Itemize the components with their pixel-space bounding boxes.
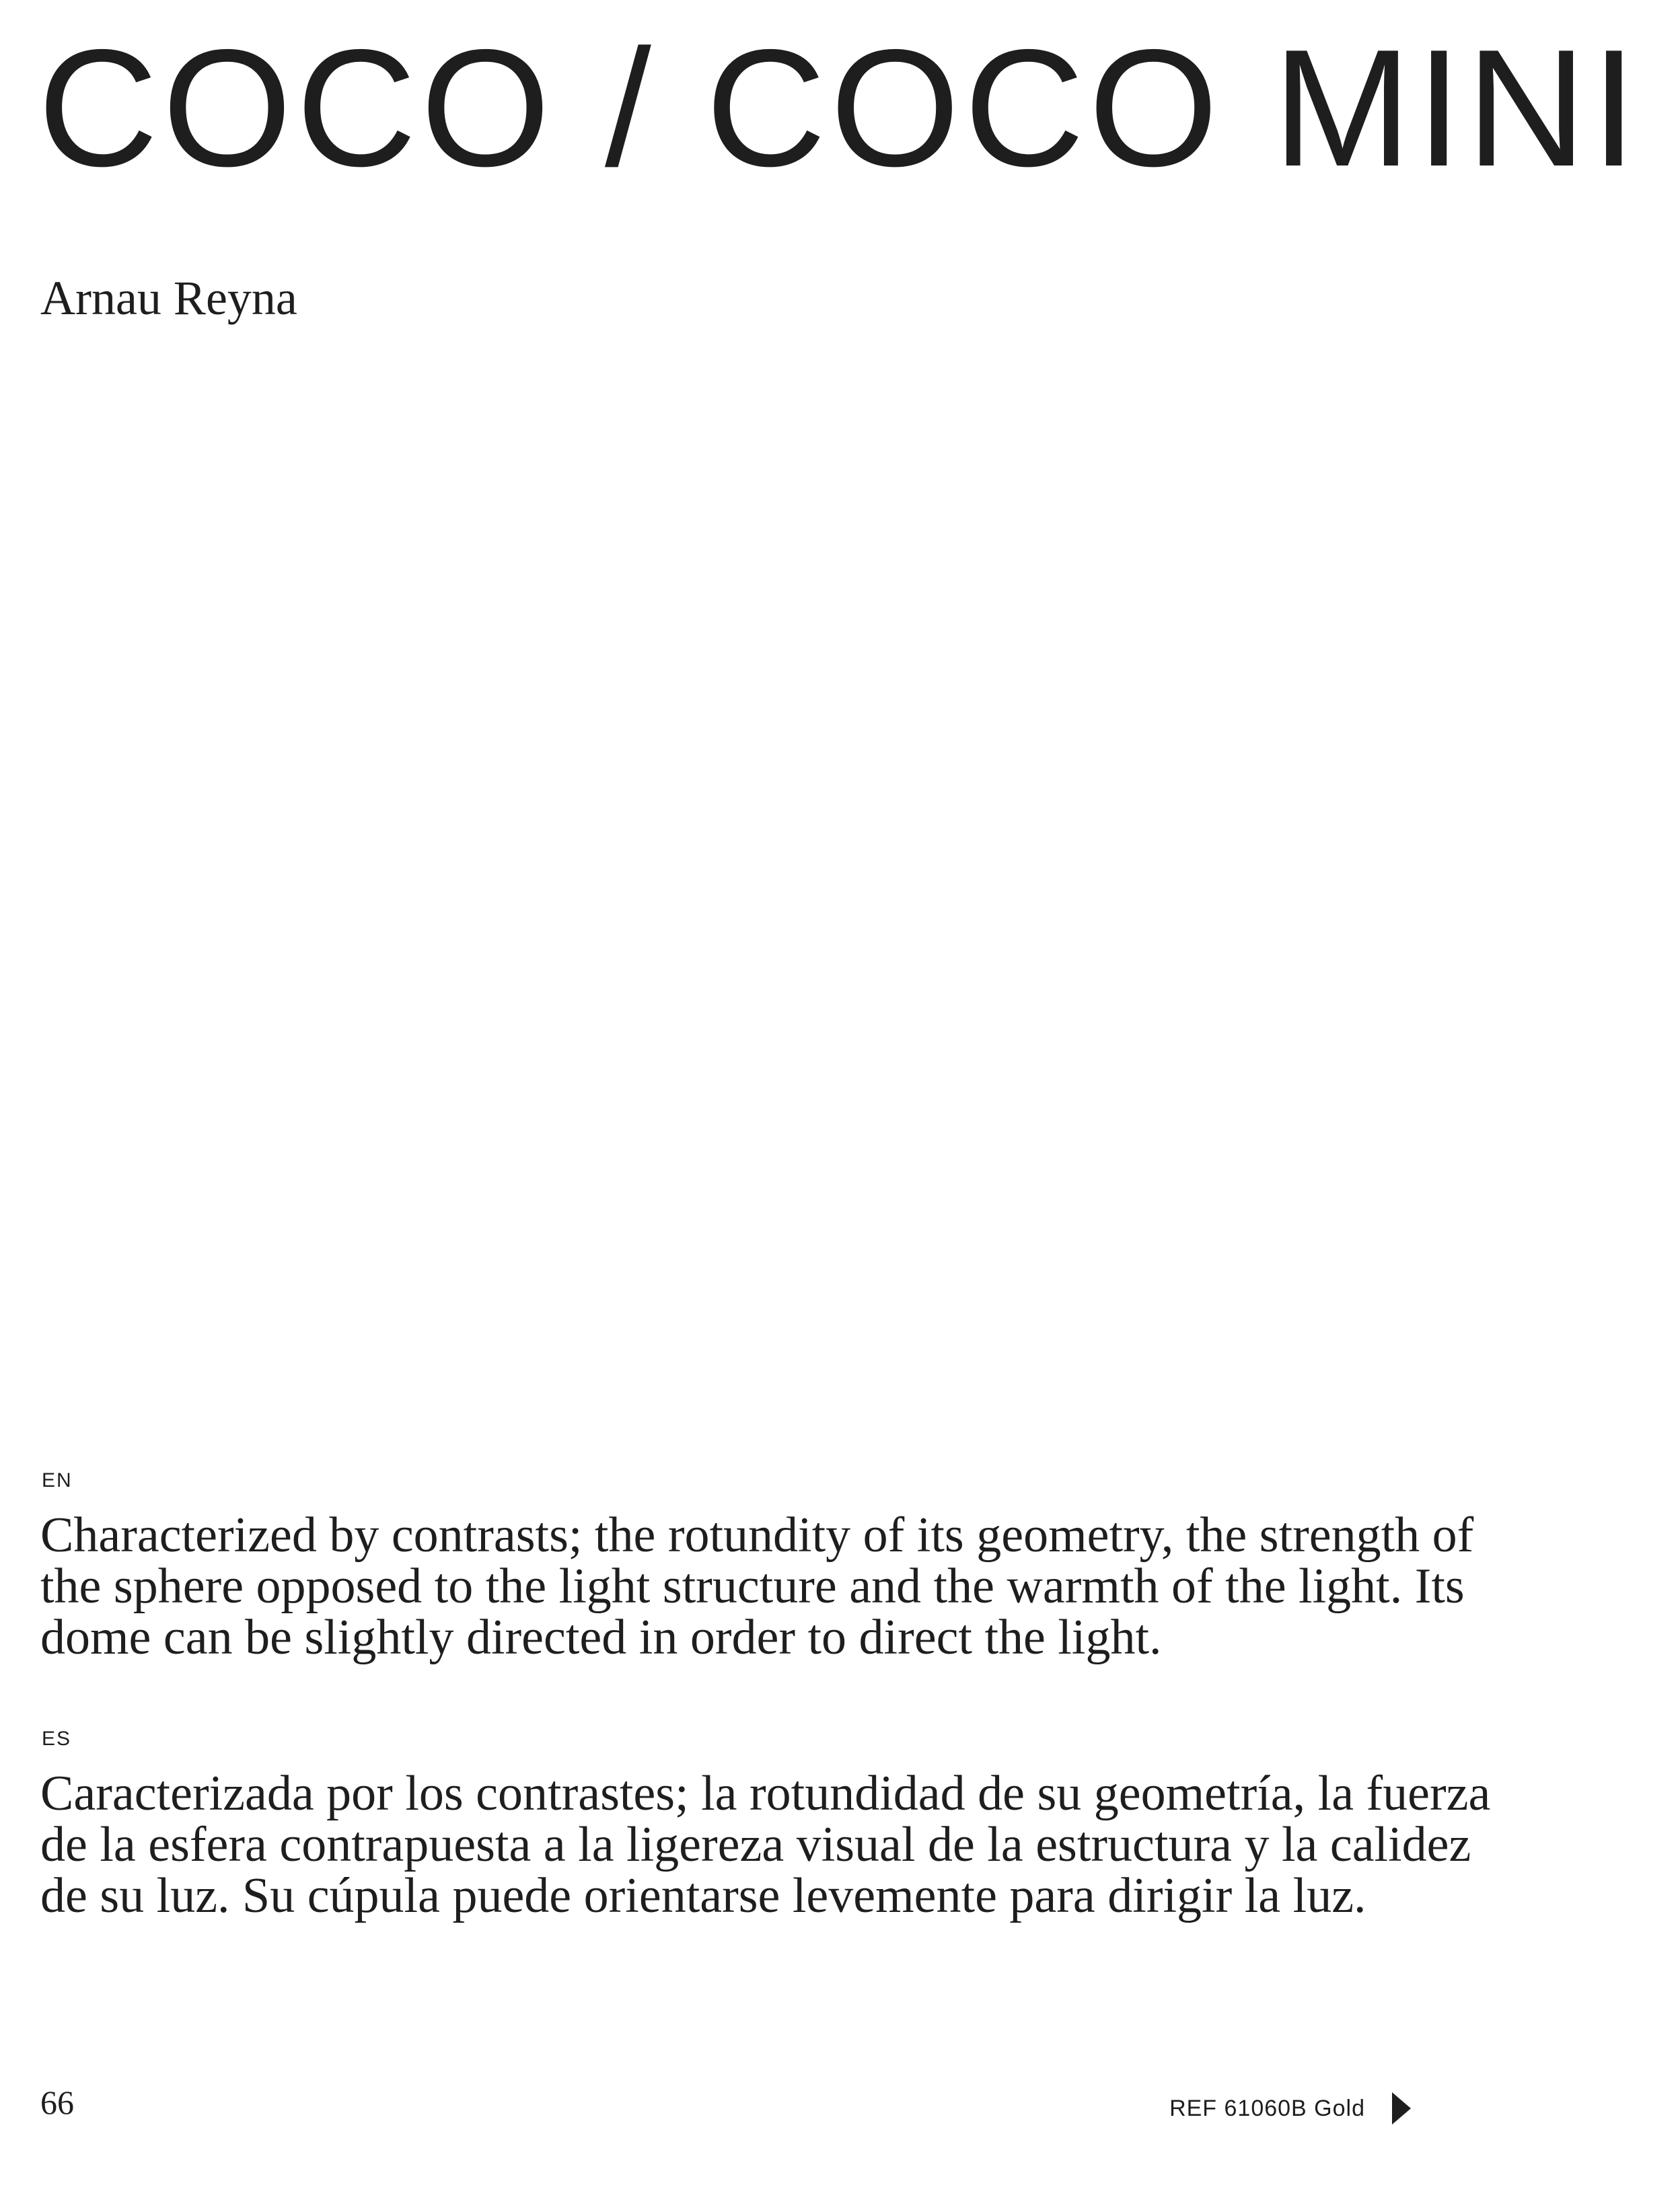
page-title: COCO / COCO MINI	[38, 14, 1642, 201]
product-reference	[1169, 2092, 1411, 2125]
designer-name: Arnau Reyna	[40, 271, 297, 325]
description-en	[40, 1471, 1507, 1663]
reference-label: REF 61060B Gold	[1169, 2096, 1365, 2121]
description-text-es: Caracterizada por los contrastes; la rotundidad de su geometría, la fuerza de la esfera contrapuesta a la ligereza visual de la estructura y la calidez de su luz. Su cúpula puede orientarse levemente para dirigir la luz.	[40, 1766, 1491, 1923]
language-code-en: EN	[42, 1469, 73, 1491]
description-text-en: Characterized by contrasts; the rotundity of its geometry, the strength of the sphere opposed to the light structure and the warmth of the light. Its dome can be slightly directed in order to direct the light.	[40, 1508, 1474, 1665]
language-code-es: ES	[42, 1728, 72, 1750]
page-number: 66	[40, 2084, 74, 2121]
next-arrow-icon[interactable]	[1392, 2092, 1411, 2125]
description-es	[40, 1729, 1507, 1921]
